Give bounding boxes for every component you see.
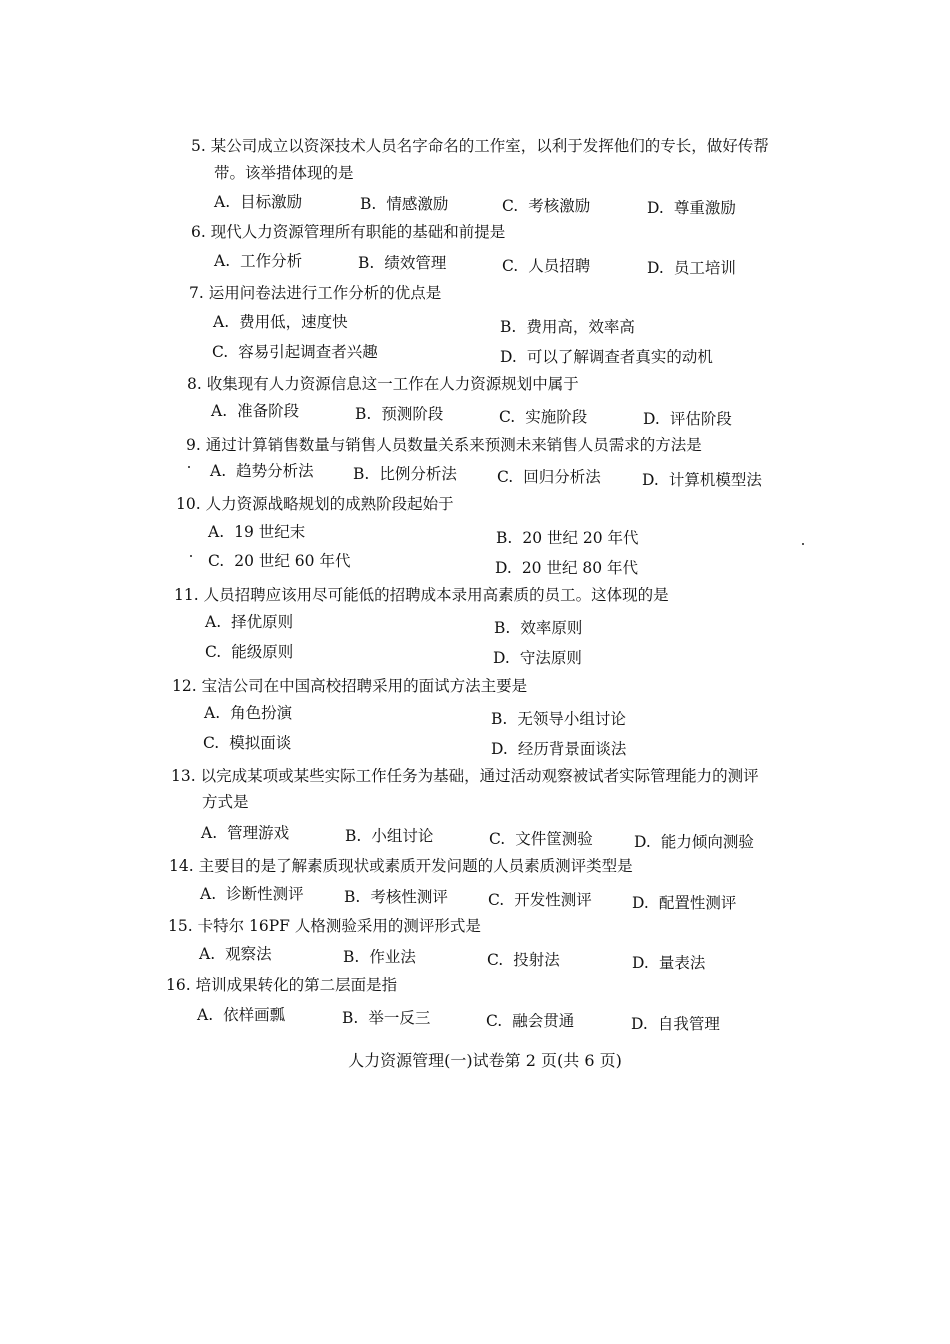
question-15-stem xyxy=(168,915,481,937)
option-text: 无领导小组讨论 xyxy=(517,710,626,728)
question-10-stem xyxy=(176,493,454,515)
option-letter: D. xyxy=(495,559,512,577)
question-14-stem xyxy=(169,855,633,877)
question-12-option-c xyxy=(203,732,291,754)
option-letter: A. xyxy=(214,193,231,211)
option-text: 尊重激励 xyxy=(673,199,736,217)
option-letter: B. xyxy=(355,405,372,423)
option-text: 融会贯通 xyxy=(512,1012,575,1030)
footer-text: 人力资源管理(一)试卷第 2 页(共 6 页) xyxy=(348,1051,622,1070)
option-letter: A. xyxy=(214,252,231,270)
question-16-option-d xyxy=(631,1013,720,1035)
question-6-option-d xyxy=(647,257,736,279)
option-text: 守法原则 xyxy=(519,649,582,667)
question-15-option-d xyxy=(632,952,705,974)
option-letter: D. xyxy=(500,348,517,366)
question-14-option-c xyxy=(488,889,592,911)
question-12-option-b xyxy=(491,708,626,730)
question-13-option-c xyxy=(489,828,593,850)
option-letter: A. xyxy=(208,523,225,541)
option-letter: C. xyxy=(502,257,519,275)
option-letter: A. xyxy=(213,313,230,331)
question-6-option-a xyxy=(214,250,302,272)
scan-speck xyxy=(802,543,804,545)
option-text: 依样画瓢 xyxy=(223,1006,286,1024)
option-text: 员工培训 xyxy=(673,259,736,277)
question-text: 卡特尔 16PF 人格测验采用的测评形式是 xyxy=(197,917,481,935)
option-text: 比例分析法 xyxy=(379,465,457,483)
question-9-stem xyxy=(186,434,702,456)
option-text: 举一反三 xyxy=(368,1009,431,1027)
question-text: 某公司成立以资深技术人员名字命名的工作室，以利于发挥他们的专长，做好传帮 xyxy=(210,137,769,155)
question-16-option-a xyxy=(197,1004,285,1026)
question-9-option-b xyxy=(353,463,457,485)
page-footer xyxy=(0,1050,950,1072)
option-letter: C. xyxy=(486,1012,503,1030)
question-13-option-d xyxy=(634,831,754,853)
option-letter: B. xyxy=(496,529,513,547)
option-letter: B. xyxy=(494,619,511,637)
option-text: 管理游戏 xyxy=(227,824,290,842)
question-12-option-a xyxy=(204,702,292,724)
question-13-option-a xyxy=(201,822,289,844)
option-text: 效率原则 xyxy=(520,619,583,637)
option-letter: D. xyxy=(634,833,651,851)
option-letter: A. xyxy=(211,402,228,420)
option-letter: D. xyxy=(493,649,510,667)
option-text: 开发性测评 xyxy=(514,891,592,909)
option-letter: C. xyxy=(499,408,516,426)
question-14-option-a xyxy=(200,883,304,905)
option-text: 考核激励 xyxy=(528,197,591,215)
option-text: 工作分析 xyxy=(240,252,303,270)
question-6-option-b xyxy=(358,252,446,274)
option-text: 目标激励 xyxy=(240,193,303,211)
question-15-option-b xyxy=(343,946,416,968)
question-5-option-c xyxy=(502,195,590,217)
question-number: 7. xyxy=(189,284,204,302)
question-16-option-b xyxy=(342,1007,430,1029)
scan-speck xyxy=(188,466,190,468)
option-text: 评估阶段 xyxy=(669,410,732,428)
option-text: 文件筐测验 xyxy=(515,830,593,848)
question-14-option-b xyxy=(344,886,448,908)
question-12-option-d xyxy=(491,738,626,760)
option-letter: D. xyxy=(491,740,508,758)
option-letter: B. xyxy=(353,465,370,483)
question-5-option-d xyxy=(647,197,736,219)
question-number: 10. xyxy=(176,495,201,513)
question-text: 主要目的是了解素质现状或素质开发问题的人员素质测评类型是 xyxy=(198,857,633,875)
question-8-stem xyxy=(187,373,579,395)
question-text: 宝洁公司在中国高校招聘采用的面试方法主要是 xyxy=(201,677,528,695)
question-11-stem xyxy=(174,584,669,606)
option-text: 可以了解调查者真实的动机 xyxy=(526,348,713,366)
option-letter: D. xyxy=(642,471,659,489)
option-letter: B. xyxy=(344,888,361,906)
question-5-stem xyxy=(191,135,769,157)
question-12-stem xyxy=(172,675,527,697)
question-7-option-b xyxy=(500,316,635,338)
option-letter: D. xyxy=(631,1015,648,1033)
option-letter: B. xyxy=(345,827,362,845)
option-text: 择优原则 xyxy=(231,613,294,631)
option-letter: C. xyxy=(489,830,506,848)
scan-speck xyxy=(190,555,192,557)
question-8-option-b xyxy=(355,403,443,425)
option-text: 能力倾向测验 xyxy=(660,833,754,851)
question-number: 12. xyxy=(172,677,197,695)
option-letter: C. xyxy=(205,643,222,661)
question-8-option-c xyxy=(499,406,587,428)
option-text: 准备阶段 xyxy=(237,402,300,420)
question-11-option-c xyxy=(205,641,293,663)
option-text: 量表法 xyxy=(658,954,706,972)
question-9-option-d xyxy=(642,469,762,491)
question-text: 培训成果转化的第二层面是指 xyxy=(195,976,398,994)
option-letter: A. xyxy=(210,462,227,480)
option-text: 模拟面谈 xyxy=(229,734,292,752)
option-text: 绩效管理 xyxy=(384,254,447,272)
option-letter: C. xyxy=(212,343,229,361)
question-number: 14. xyxy=(169,857,194,875)
option-text: 计算机模型法 xyxy=(668,471,762,489)
option-letter: D. xyxy=(647,199,664,217)
question-6-stem xyxy=(191,221,505,243)
question-7-option-c xyxy=(212,341,378,363)
option-text: 实施阶段 xyxy=(525,408,588,426)
option-letter: B. xyxy=(342,1009,359,1027)
option-letter: B. xyxy=(358,254,375,272)
option-letter: D. xyxy=(643,410,660,428)
option-text: 角色扮演 xyxy=(230,704,293,722)
question-16-stem xyxy=(166,974,397,996)
question-number: 8. xyxy=(187,375,202,393)
question-16-option-c xyxy=(486,1010,574,1032)
option-letter: B. xyxy=(360,195,377,213)
option-text: 观察法 xyxy=(225,945,272,963)
question-text: 以完成某项或某些实际工作任务为基础，通过活动观察被试者实际管理能力的测评 xyxy=(200,767,759,785)
question-10-option-b xyxy=(496,527,639,549)
option-text: 费用高，效率高 xyxy=(526,318,635,336)
option-letter: C. xyxy=(203,734,220,752)
option-text: 费用低，速度快 xyxy=(239,313,348,331)
option-text: 20 世纪 60 年代 xyxy=(234,552,351,570)
question-5-continuation: 带。该举措体现的是 xyxy=(214,164,354,182)
question-7-stem xyxy=(189,282,441,304)
option-letter: A. xyxy=(197,1006,214,1024)
option-text: 作业法 xyxy=(369,948,416,966)
option-text: 自我管理 xyxy=(657,1015,720,1033)
option-letter: C. xyxy=(488,891,505,909)
question-text: 人力资源战略规划的成熟阶段起始于 xyxy=(205,495,454,513)
option-text: 能级原则 xyxy=(231,643,294,661)
question-11-option-a xyxy=(205,611,293,633)
question-15-option-c xyxy=(487,949,560,971)
option-letter: A. xyxy=(204,704,221,722)
option-letter: C. xyxy=(208,552,225,570)
option-letter: C. xyxy=(497,468,514,486)
question-number: 9. xyxy=(186,436,201,454)
question-11-option-b xyxy=(494,617,582,639)
question-number: 11. xyxy=(174,586,199,604)
question-text: 收集现有人力资源信息这一工作在人力资源规划中属于 xyxy=(206,375,579,393)
question-text: 运用问卷法进行工作分析的优点是 xyxy=(208,284,442,302)
option-text: 回归分析法 xyxy=(523,468,601,486)
question-text: 现代人力资源管理所有职能的基础和前提是 xyxy=(210,223,506,241)
option-letter: C. xyxy=(502,197,519,215)
option-letter: A. xyxy=(205,613,222,631)
question-5-option-a xyxy=(214,191,302,213)
option-text: 20 世纪 80 年代 xyxy=(521,559,639,577)
question-9-option-a xyxy=(210,460,314,482)
question-number: 13. xyxy=(171,767,196,785)
option-text: 投射法 xyxy=(513,951,560,969)
question-11-option-d xyxy=(493,647,582,669)
question-5-option-b xyxy=(360,193,448,215)
option-letter: D. xyxy=(647,259,664,277)
question-9-option-c xyxy=(497,466,601,488)
option-letter: D. xyxy=(632,894,649,912)
question-6-option-c xyxy=(502,255,590,277)
option-letter: B. xyxy=(500,318,517,336)
option-text: 趋势分析法 xyxy=(236,462,314,480)
option-text: 小组讨论 xyxy=(371,827,434,845)
option-text: 19 世纪末 xyxy=(234,523,306,541)
question-number: 6. xyxy=(191,223,206,241)
question-13-option-b xyxy=(345,825,433,847)
option-letter: D. xyxy=(632,954,649,972)
option-text: 人员招聘 xyxy=(528,257,591,275)
question-number: 5. xyxy=(191,137,206,155)
question-text: 人员招聘应该用尽可能低的招聘成本录用高素质的员工。这体现的是 xyxy=(203,586,669,604)
option-letter: A. xyxy=(200,885,217,903)
question-7-option-a xyxy=(213,311,348,333)
option-letter: B. xyxy=(343,948,360,966)
question-10-option-c xyxy=(208,550,350,572)
option-text: 诊断性测评 xyxy=(226,885,304,903)
option-text: 容易引起调查者兴趣 xyxy=(238,343,378,361)
option-letter: B. xyxy=(491,710,508,728)
question-text: 通过计算销售数量与销售人员数量关系来预测未来销售人员需求的方法是 xyxy=(205,436,702,454)
question-13-stem xyxy=(171,765,759,787)
question-8-option-a xyxy=(211,400,299,422)
option-letter: A. xyxy=(201,824,218,842)
question-14-option-d xyxy=(632,892,736,914)
option-text: 预测阶段 xyxy=(381,405,444,423)
question-8-option-d xyxy=(643,408,732,430)
question-10-option-d xyxy=(495,557,638,579)
question-number: 15. xyxy=(168,917,193,935)
question-15-option-a xyxy=(199,943,272,965)
option-text: 情感激励 xyxy=(386,195,449,213)
option-letter: C. xyxy=(487,951,504,969)
option-text: 经历背景面谈法 xyxy=(517,740,627,758)
question-13-continuation: 方式是 xyxy=(202,793,249,811)
option-text: 配置性测评 xyxy=(658,894,737,912)
question-10-option-a xyxy=(208,521,305,543)
option-text: 考核性测评 xyxy=(370,888,448,906)
question-number: 16. xyxy=(166,976,191,994)
question-7-option-d xyxy=(500,346,713,368)
option-text: 20 世纪 20 年代 xyxy=(522,529,639,547)
option-letter: A. xyxy=(199,945,216,963)
